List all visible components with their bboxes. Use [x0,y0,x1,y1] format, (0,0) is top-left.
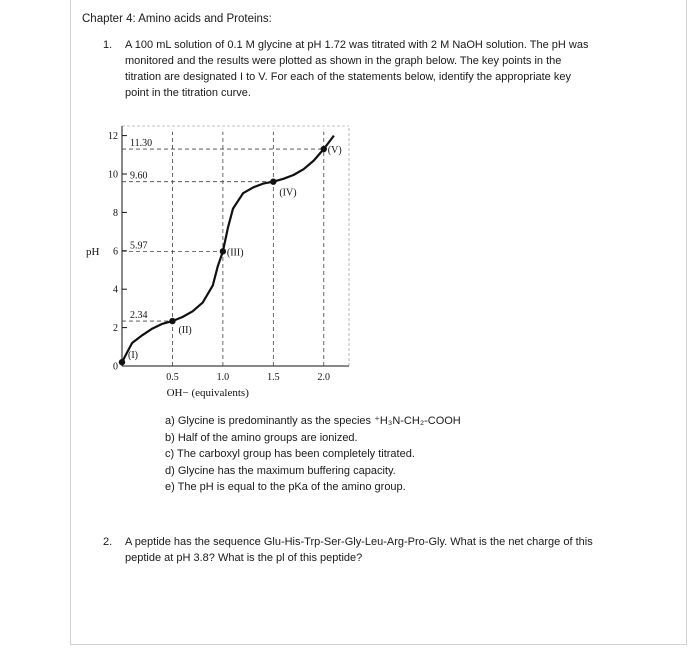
x-tick-label: 0.5 [166,372,179,383]
x-axis-label: OH− (equivalents) [166,387,249,399]
y-tick-label: 8 [113,207,118,219]
key-point-label: (III) [226,247,244,259]
key-point-marker [220,248,226,254]
statement-e: e) The pH is equal to the pKa of the amino group. [165,481,406,493]
reference-line-label: 9.60 [130,170,148,182]
question-2-line: peptide at pH 3.8? What is the pl of this peptide? [125,552,363,564]
statement-a: a) Glycine is predominantly as the species ⁺H₃N-CH₂-COOH [165,415,461,427]
question-1-line: titration are designated I to V. For each of the statements below, identify the appropriate key [125,71,571,83]
y-tick-label: 2 [113,323,118,335]
y-tick-label: 10 [108,169,118,181]
question-1-number: 1. [103,39,113,51]
y-tick-label: 6 [113,246,118,258]
statement-c: c) The carboxyl group has been completely titrated. [165,448,415,460]
key-point-marker [321,146,327,152]
x-tick-label: 1.5 [267,372,280,383]
reference-line-label: 2.34 [130,310,148,322]
question-1-line: A 100 mL solution of 0.1 M glycine at pH 1.72 was titrated with 2 M NaOH solution. The pH was [125,39,589,51]
y-axis-label: pH [86,245,100,258]
x-tick-label: 1.0 [216,372,230,383]
question-2-number: 2. [103,536,113,548]
key-point-label: (I) [128,350,138,362]
question-2-text [125,534,625,566]
key-point-label: (IV) [279,187,297,199]
reference-line-label: 5.97 [130,240,148,252]
question-2-line: A peptide has the sequence Glu-His-Trp-Ser-Gly-Leu-Arg-Pro-Gly. What is the net charge of this [125,536,593,548]
key-point-marker [119,359,125,365]
key-point-label: (II) [178,325,192,337]
statement-list [165,413,461,496]
statement-b: b) Half of the amino groups are ionized. [165,431,358,444]
key-point-label: (V) [327,145,342,157]
chapter-title: Chapter 4: Amino acids and Proteins: [82,13,272,25]
titration-curve-chart [84,118,364,403]
statement-d: d) Glycine has the maximum buffering capacity. [165,464,396,477]
question-1-line: point in the titration curve. [125,87,251,99]
y-tick-label: 4 [113,284,118,296]
y-tick-label: 0 [113,361,118,373]
reference-line-label: 11.30 [130,138,153,150]
key-point-marker [169,318,175,324]
question-1-text [125,37,625,101]
key-point-marker [270,178,276,184]
y-tick-label: 12 [108,131,118,143]
x-tick-label: 2.0 [317,372,331,383]
question-1-line: monitored and the results were plotted as shown in the graph below. The key points in the [125,55,562,67]
